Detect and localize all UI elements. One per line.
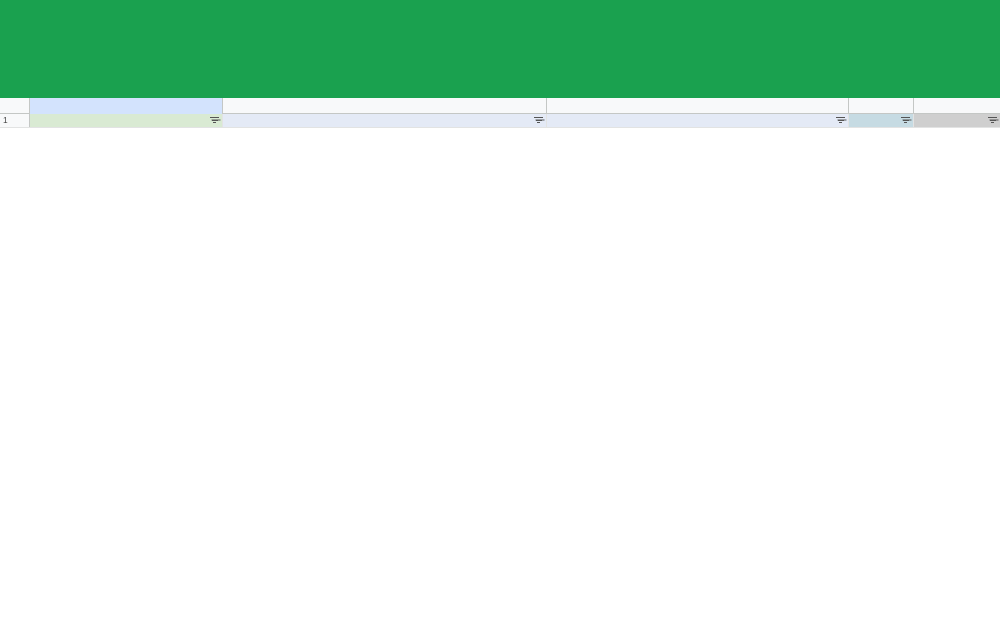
- filter-icon[interactable]: [210, 117, 219, 124]
- column-letter-b[interactable]: [223, 98, 547, 114]
- column-letter-d[interactable]: [849, 98, 914, 114]
- filter-icon[interactable]: [988, 117, 997, 124]
- spreadsheet: [0, 98, 1000, 625]
- select-all-corner[interactable]: [0, 98, 30, 114]
- filter-icon[interactable]: [836, 117, 845, 124]
- header-row: [0, 114, 1000, 128]
- header-status[interactable]: [914, 114, 1000, 127]
- header-assignee[interactable]: [849, 114, 914, 127]
- filter-icon[interactable]: [534, 117, 543, 124]
- column-letter-a[interactable]: [30, 98, 223, 114]
- row-number[interactable]: 1: [0, 114, 30, 127]
- column-letter-c[interactable]: [547, 98, 849, 114]
- header-error[interactable]: [223, 114, 547, 127]
- column-letter-e[interactable]: [914, 98, 1000, 114]
- column-letter-bar: [0, 98, 1000, 114]
- filter-icon[interactable]: [901, 117, 910, 124]
- header-criteria[interactable]: [547, 114, 849, 127]
- banner: [0, 0, 1000, 98]
- header-feature[interactable]: [30, 114, 223, 127]
